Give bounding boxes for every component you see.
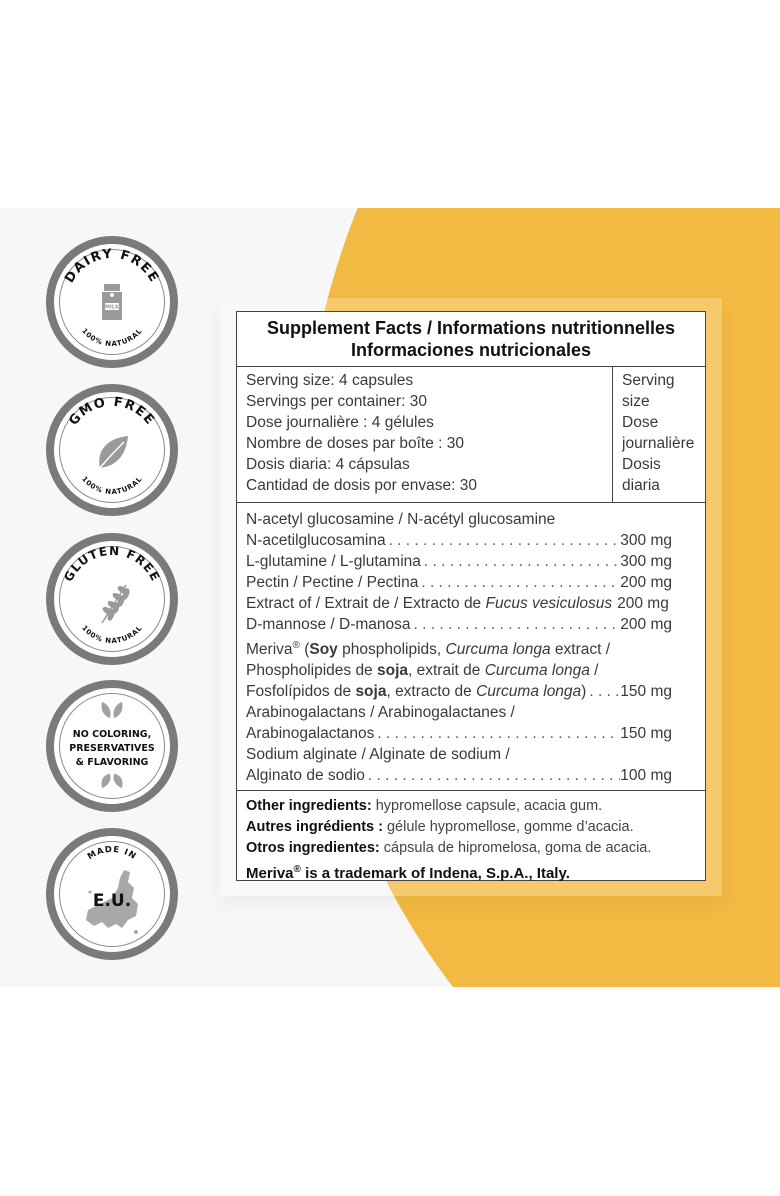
ingredient-row-alginate-1 [246, 744, 672, 765]
ingredients-section [237, 503, 705, 791]
leaves-top-icon [101, 702, 122, 718]
label: Otros ingredientes: [246, 840, 380, 856]
serving-header-line: Dosis [622, 456, 661, 473]
badge-bottom-text: 100% NATURAL [80, 474, 144, 497]
ingredient-name: N-acetyl glucosamine / N-acétyl glucosamine [246, 511, 556, 528]
milk-carton-icon [102, 284, 122, 320]
leader-dots [374, 723, 620, 744]
ingredient-row-mannose [246, 614, 672, 635]
serving-header-line: journalière [622, 435, 695, 452]
serving-header-line: diaria [622, 477, 660, 494]
text: , extrait de [408, 662, 485, 680]
svg-text:DAIRY FREE [62, 247, 162, 286]
latin-name: Curcuma longa [484, 662, 590, 680]
text: Phospholipides de [246, 662, 377, 680]
label: Autres ingrédients : [246, 819, 383, 835]
supplement-facts-card [236, 311, 706, 881]
ingredient-row-nag-2 [246, 530, 672, 551]
text: is a trademark of Indena, S.p.A., Italy. [300, 865, 570, 882]
allergen-bold: Soy [309, 641, 338, 659]
badge-gluten-free-graphic [46, 533, 178, 665]
trademark-notice [246, 859, 705, 884]
leader-dots [586, 681, 620, 702]
allergen-bold: soja [377, 662, 409, 680]
badge-dairy-free [46, 236, 178, 368]
text: Fosfolípidos de [246, 683, 356, 701]
ingredient-name: Arabinogalactans / Arabinogalactanes / [246, 704, 515, 722]
ingredient-amount: 150 mg [620, 725, 672, 743]
ingredient-name [246, 593, 612, 614]
badge-top-text: GMO FREE [66, 394, 158, 429]
text: ) [581, 683, 587, 701]
text: Meriva [246, 865, 294, 882]
badge-gluten-free [46, 533, 178, 665]
badge-made-in-eu-graphic [46, 828, 178, 960]
serving-line: Servings per container: 30 [246, 393, 427, 410]
leader-dots [386, 530, 621, 551]
ingredient-amount: 300 mg [620, 532, 672, 549]
title-line-1: Supplement Facts / Informations nutritionnelles [266, 318, 676, 338]
svg-text:100% NATURAL [80, 475, 144, 496]
latin-name: Curcuma longa [445, 641, 551, 659]
serving-column-header [613, 367, 705, 502]
other-ingredients-section [237, 791, 705, 884]
badge-dairy-free-graphic [46, 236, 178, 368]
text: , extracto de [386, 683, 477, 701]
text: phospholipids, [337, 641, 446, 659]
ingredient-row-meriva-1 [246, 635, 672, 660]
ingredient-amount: 200 mg [620, 574, 672, 591]
svg-text:MILK: MILK [105, 304, 119, 311]
ingredient-amount: 150 mg [620, 683, 672, 701]
serving-line: Dose journalière : 4 gélules [246, 414, 434, 431]
badge-line-2: PRESERVATIVES [69, 743, 155, 754]
ingredient-name: D-mannose / D-manosa [246, 616, 411, 633]
badge-top-text: MADE IN [85, 844, 139, 863]
text: / [589, 662, 599, 680]
ingredient-name [246, 635, 610, 660]
text: ( [299, 641, 310, 659]
badge-top-text: DAIRY FREE [62, 246, 162, 286]
badge-line-1: NO COLORING, [72, 729, 152, 740]
svg-text:GMO FREE [66, 395, 157, 429]
ingredient-row-meriva-3 [246, 681, 672, 702]
text: cápsula de hipromelosa, goma de acacia. [379, 840, 652, 856]
ingredient-name: L-glutamine / L-glutamina [246, 553, 421, 570]
text: extract / [550, 641, 611, 659]
ingredient-row-nag-1 [246, 509, 672, 530]
svg-text:MADE IN [86, 845, 138, 862]
text: Meriva [246, 641, 293, 659]
registered-mark: ® [292, 640, 300, 651]
allergen-bold: soja [355, 683, 387, 701]
ingredient-name: Pectin / Pectine / Pectina [246, 574, 419, 591]
leader-dots [365, 765, 620, 786]
ingredient-name-prefix: Extract of / Extrait de / Extracto de [246, 595, 486, 612]
svg-text:100% NATURAL [80, 624, 144, 645]
ingredient-amount: 300 mg [620, 553, 672, 570]
label: Other ingredients: [246, 798, 372, 814]
badge-center-text: E.U. [92, 891, 132, 911]
other-ingredients-es [246, 838, 705, 859]
ingredient-name [246, 681, 586, 702]
ingredient-row-arabino-2 [246, 723, 672, 744]
ingredient-name: Sodium alginate / Alginate de sodium / [246, 746, 510, 764]
serving-header-line: Dose [622, 414, 659, 431]
ingredient-row-fucus [246, 593, 672, 614]
ingredient-amount: 200 mg [617, 595, 669, 612]
leader-dots [421, 551, 620, 572]
wheat-icon [101, 584, 131, 623]
ingredient-name: N-acetilglucosamina [246, 532, 386, 549]
badge-made-in-eu [46, 828, 178, 960]
ingredient-row-arabino-1 [246, 702, 672, 723]
ingredient-amount: 200 mg [620, 616, 672, 633]
title-line-2: Informaciones nutricionales [350, 340, 592, 360]
serving-section [237, 367, 705, 503]
leader-dots [418, 572, 620, 593]
ingredient-row-glutamine [246, 551, 672, 572]
badge-top-text: GLUTEN FREE [61, 543, 163, 584]
other-ingredients-fr [246, 817, 705, 838]
badge-gmo-free-graphic [46, 384, 178, 516]
serving-info [237, 367, 613, 502]
badge-no-coloring-graphic [46, 680, 178, 812]
badge-gmo-free [46, 384, 178, 516]
svg-text:GLUTEN FREE [61, 544, 163, 584]
leaves-bottom-icon [101, 774, 122, 788]
serving-line: Nombre de doses par boîte : 30 [246, 435, 464, 452]
facts-title [237, 312, 705, 367]
ingredient-row-alginate-2 [246, 765, 672, 786]
ingredient-name: Arabinogalactanos [246, 725, 375, 743]
other-ingredients-en [246, 796, 705, 817]
ingredient-row-meriva-2 [246, 660, 672, 681]
badge-line-3: & FLAVORING [75, 757, 149, 768]
serving-line: Cantidad de dosis por envase: 30 [246, 477, 477, 494]
registered-mark: ® [293, 864, 301, 875]
serving-line: Serving size: 4 capsules [246, 372, 414, 389]
ingredient-name [246, 660, 598, 681]
text: gélule hypromellose, gomme d’acacia. [382, 819, 634, 835]
badge-bottom-text: 100% NATURAL [80, 623, 144, 646]
ingredient-row-pectin [246, 572, 672, 593]
serving-header-line: size [622, 393, 650, 410]
latin-name: Curcuma longa [476, 683, 582, 701]
ingredient-name: Alginato de sodio [246, 767, 365, 785]
svg-text:100% NATURAL [80, 327, 144, 348]
leaf-icon [99, 436, 128, 468]
serving-line: Dosis diaria: 4 cápsulas [246, 456, 410, 473]
leader-dots [411, 614, 621, 635]
ingredient-amount: 100 mg [620, 767, 672, 785]
text: hypromellose capsule, acacia gum. [371, 798, 603, 814]
badge-no-coloring [46, 680, 178, 812]
serving-header-line: Serving [622, 372, 675, 389]
ingredient-latin-name: Fucus vesiculosus [485, 595, 613, 612]
badge-bottom-text: 100% NATURAL [80, 326, 144, 349]
